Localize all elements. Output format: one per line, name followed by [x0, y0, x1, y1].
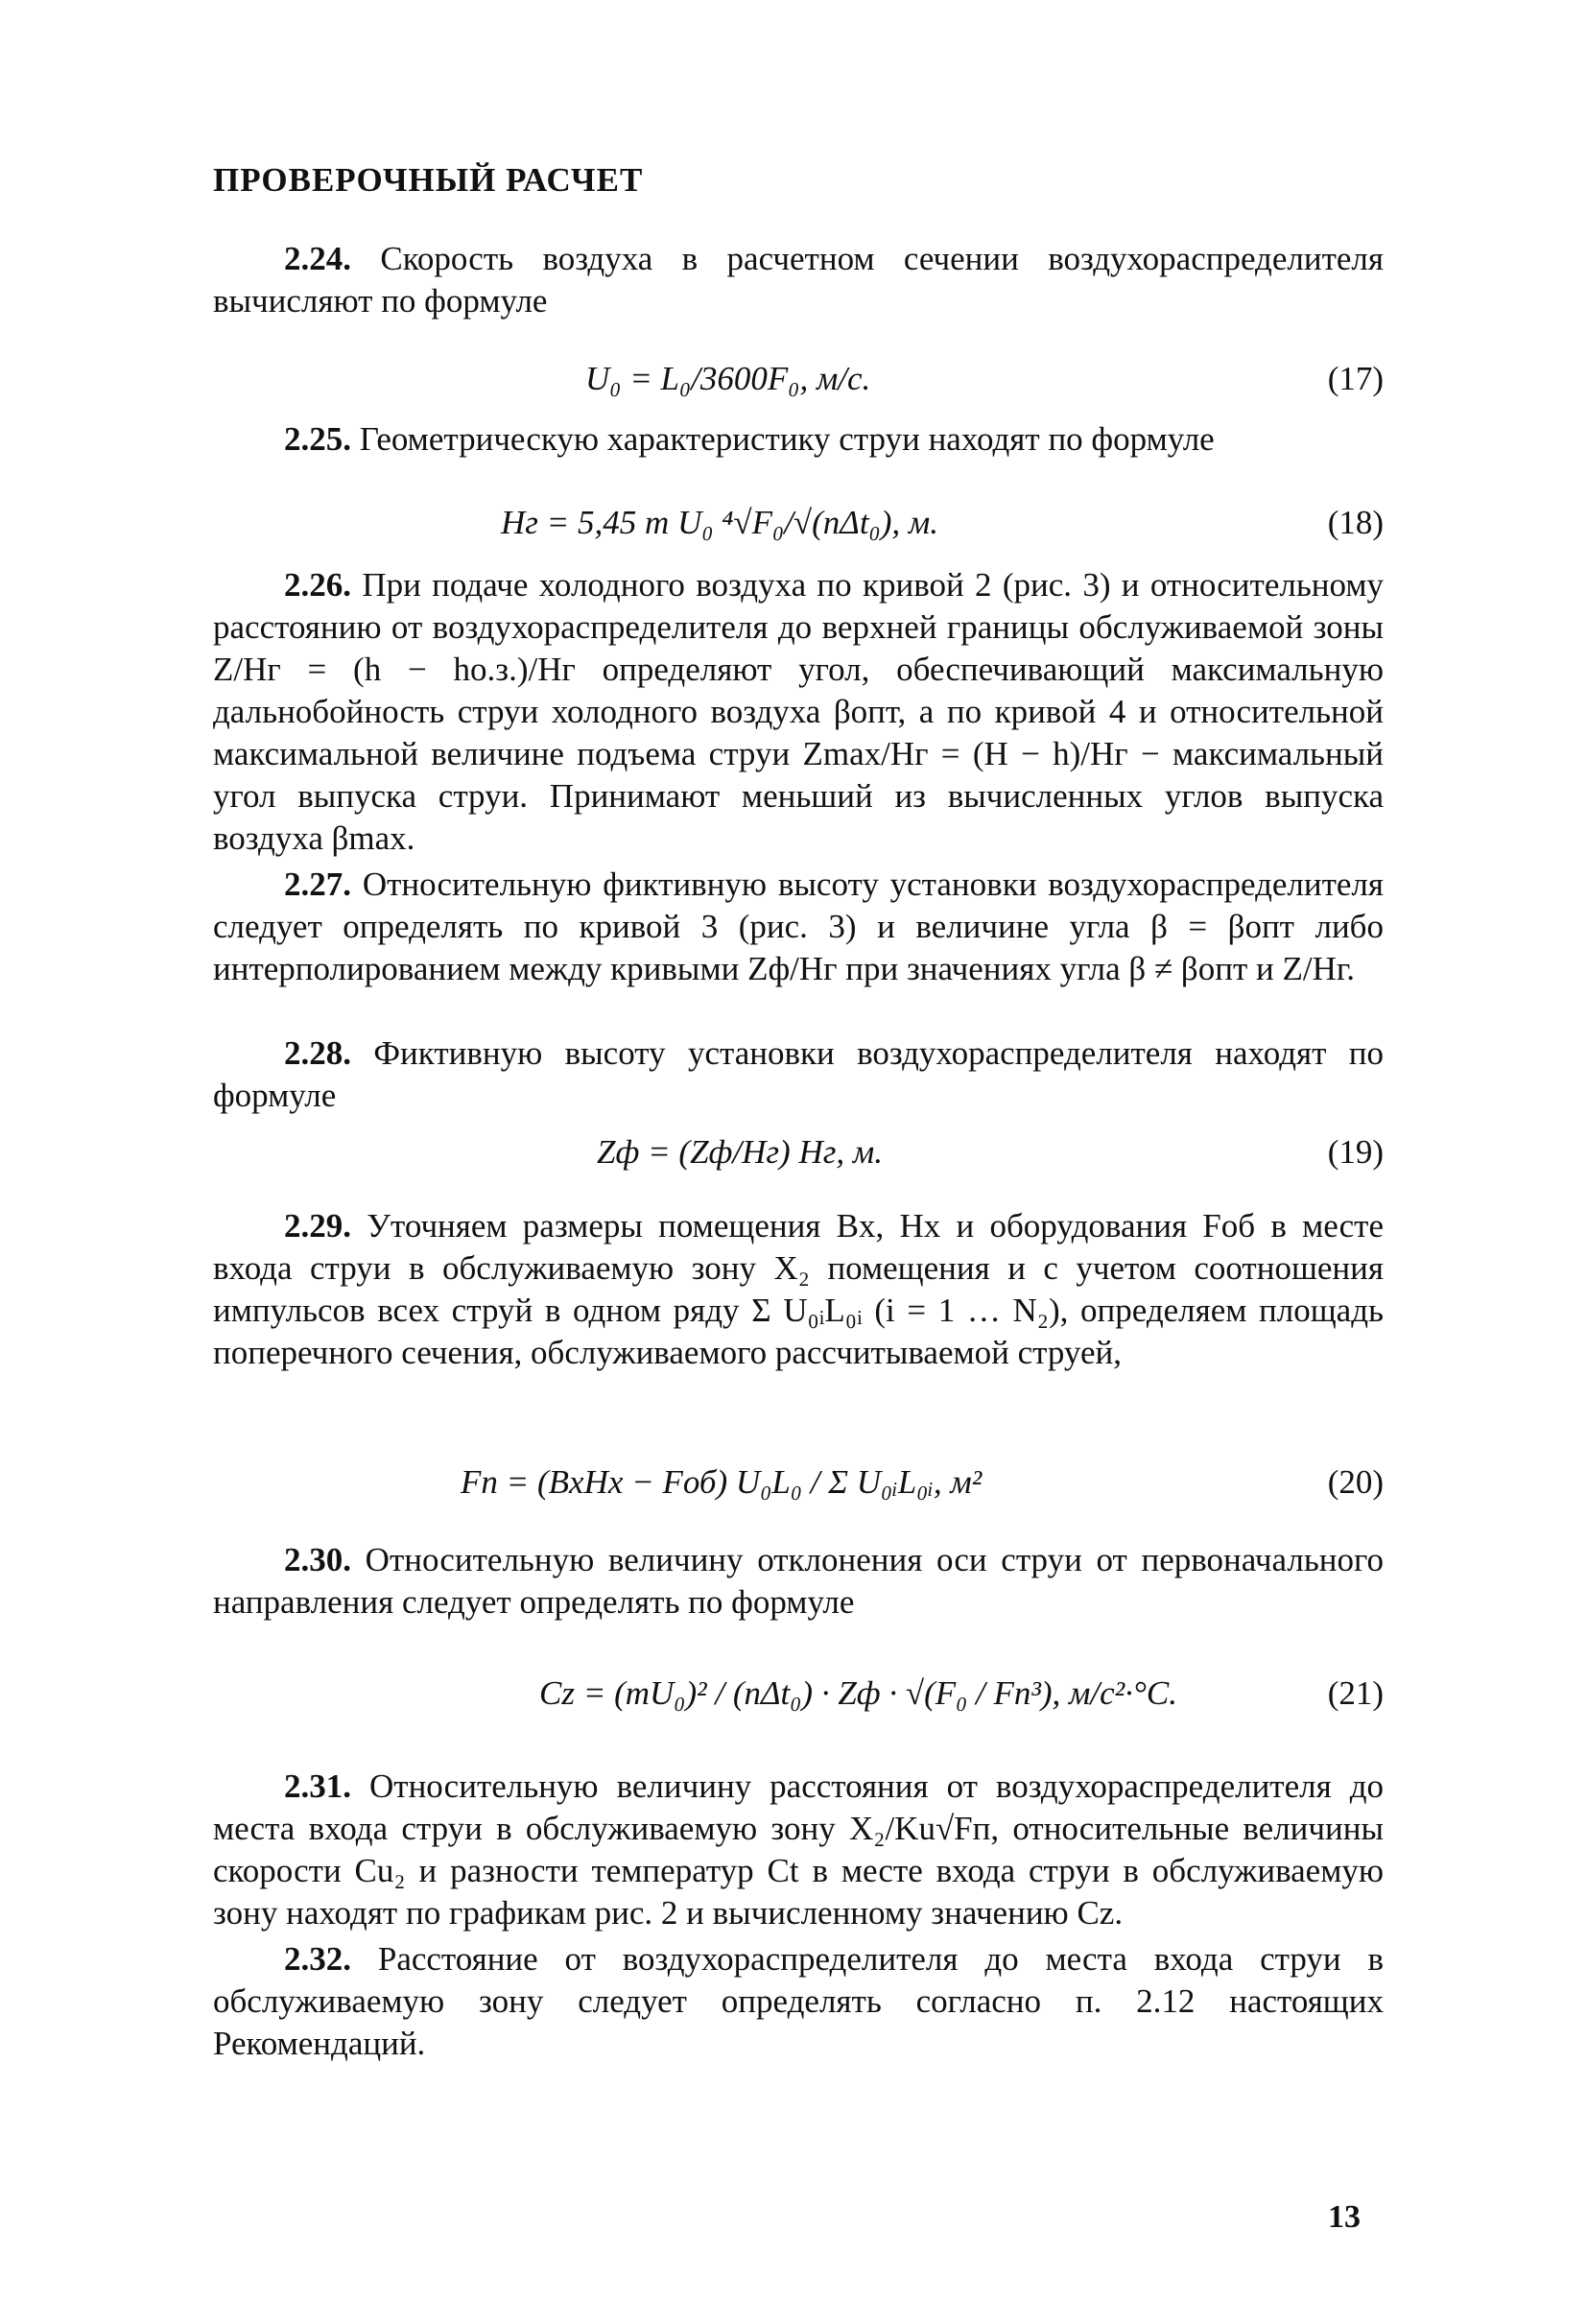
formula: U₀ = L₀/3600F₀, м/с. [585, 360, 871, 397]
paragraph-2-27 [213, 864, 1384, 990]
paragraph-number: 2.29. [284, 1207, 351, 1245]
equation-19 [213, 1128, 1384, 1176]
formula: Zф = (Zф/Hг) Hг, м. [597, 1133, 883, 1171]
equation-number: (18) [1327, 504, 1384, 541]
paragraph-text: Относительную величину расстояния от воздухораспределителя до места входа струи в обслуживаемую зону X₂/Ku√Fп, относительные величины скорости Cu₂ и разности температур Ct в месте входа струи в обслуживаемую зону находят по графикам рис. 2 и вычисленному значению Cz. [213, 1767, 1384, 1932]
paragraph-text: Относительную фиктивную высоту установки воздухораспределителя следует определять по кривой 3 (рис. 3) и величине угла β = βопт либо интерполированием между кривыми Zф/Hг при значениях угла β ≠ βопт и Z/Hг. [213, 866, 1384, 987]
paragraph-number: 2.26. [284, 566, 351, 604]
paragraph-number: 2.31. [284, 1767, 351, 1805]
paragraph-text: Скорость воздуха в расчетном сечении воздухораспределителя вычисляют по формуле [213, 240, 1384, 320]
section-heading: ПРОВЕРОЧНЫЙ РАСЧЕТ [213, 161, 644, 199]
paragraph-number: 2.30. [284, 1541, 351, 1578]
equation-number: (19) [1327, 1133, 1384, 1171]
page-number: 13 [1328, 2199, 1361, 2235]
paragraph-2-25 [213, 418, 1384, 461]
equation-18 [213, 499, 1384, 547]
equation-21 [213, 1670, 1384, 1718]
paragraph-2-30 [213, 1539, 1384, 1624]
paragraph-number: 2.25. [284, 420, 351, 458]
formula: Cz = (mU₀)² / (nΔt₀) · Zф · √(F₀ / Fп³), м/с²·°C. [539, 1674, 1177, 1712]
equation-17 [213, 355, 1384, 403]
formula: Hг = 5,45 m U₀ ⁴√F₀/√(nΔt₀), м. [501, 504, 938, 541]
equation-number: (17) [1327, 360, 1384, 397]
paragraph-text: Относительную величину отклонения оси струи от первоначального направления следует определять по формуле [213, 1541, 1384, 1621]
paragraph-text: При подаче холодного воздуха по кривой 2 (рис. 3) и относительному расстоянию от воздухораспределителя до верхней границы обслуживаемой зоны Z/Hг = (h − hо.з.)/Hг определяют угол, обеспечивающий максимальную дальнобойность струи холодного воздуха βопт, а по кривой 4 и относительной максимальной величине подъема струи Zmax/Hг = (H − h)/Hг − максимальный угол выпуска струи. Принимают меньший из вычисленных углов выпуска воздуха βmax. [213, 566, 1384, 857]
paragraph-2-32 [213, 1938, 1384, 2065]
paragraph-text: Расстояние от воздухораспределителя до места входа струи в обслуживаемую зону следует определять согласно п. 2.12 настоящих Рекомендаций. [213, 1940, 1384, 2062]
paragraph-text: Уточняем размеры помещения Bх, Hх и оборудования Fоб в месте входа струи в обслуживаемую зону X₂ помещения и с учетом соотношения импульсов всех струй в одном ряду Σ U₀ᵢL₀ᵢ (i = 1 … N₂), определяем площадь поперечного сечения, обслуживаемого рассчитываемой струей, [213, 1207, 1385, 1371]
formula: Fп = (BхHх − Fоб) U₀L₀ / Σ U₀ᵢL₀ᵢ, м² [461, 1463, 983, 1501]
paragraph-number: 2.27. [284, 866, 351, 903]
paragraph-number: 2.32. [284, 1940, 351, 1978]
paragraph-2-24 [213, 238, 1384, 322]
equation-number: (20) [1327, 1463, 1384, 1501]
paragraph-2-28 [213, 1032, 1384, 1117]
paragraph-number: 2.24. [284, 240, 351, 277]
paragraph-number: 2.28. [284, 1034, 351, 1072]
paragraph-2-26 [213, 564, 1384, 860]
paragraph-2-29 [213, 1205, 1384, 1374]
paragraph-text: Фиктивную высоту установки воздухораспределителя находят по формуле [213, 1034, 1385, 1114]
equation-20 [213, 1458, 1384, 1506]
equation-number: (21) [1327, 1674, 1384, 1712]
paragraph-2-31 [213, 1766, 1384, 1934]
paragraph-text: Геометрическую характеристику струи находят по формуле [359, 420, 1215, 458]
